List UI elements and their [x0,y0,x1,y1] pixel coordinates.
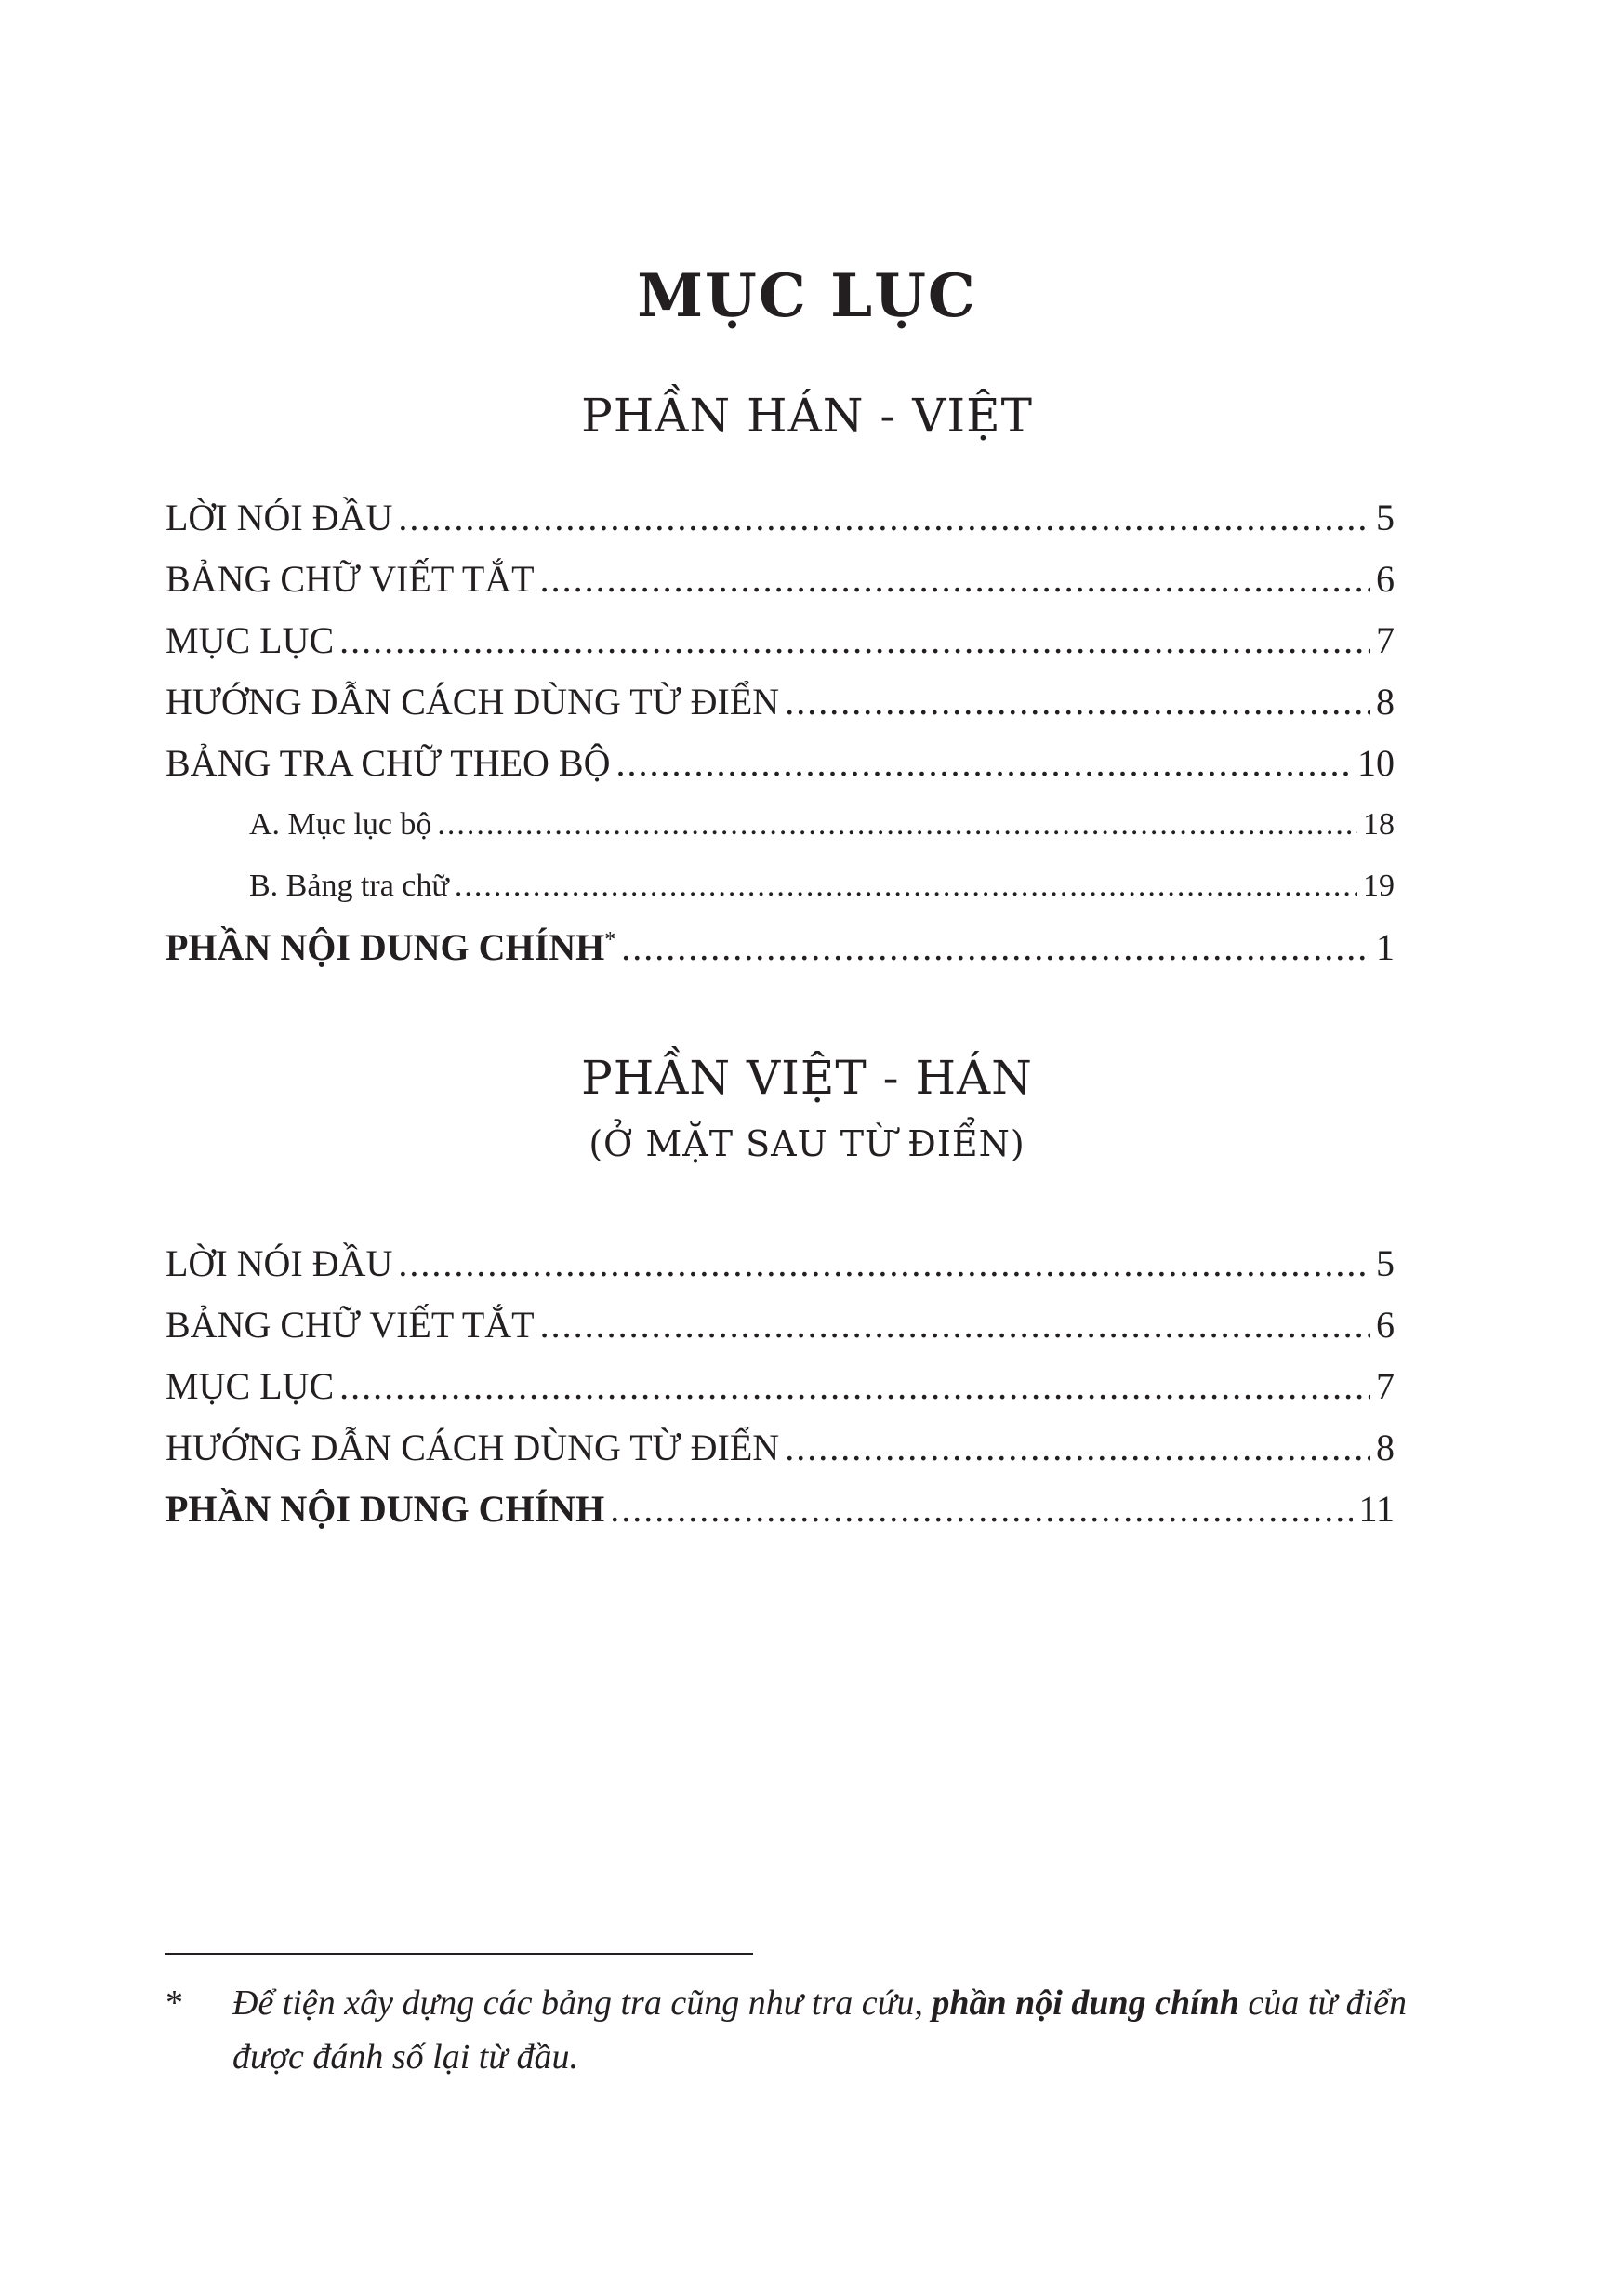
dot-leader [540,1294,1370,1356]
toc-entry-label: MỤC LỤC [165,1365,335,1407]
toc-entry[interactable] [165,1356,1395,1417]
toc-entry-page: 11 [1358,1488,1395,1530]
toc-entry-page: 5 [1376,497,1395,538]
toc-entry-page: 8 [1376,1427,1395,1468]
toc-list-viet-han [165,1233,1395,1540]
page-title: MỤC LỤC [637,260,977,331]
toc-subentry[interactable] [165,794,1395,856]
toc-entry[interactable] [165,549,1395,610]
footnote-marker: * [604,928,616,952]
toc-entry[interactable] [165,610,1395,671]
toc-entry-page: 7 [1376,619,1395,661]
toc-entry-label: MỤC LỤC [165,619,335,661]
dot-leader [621,917,1370,978]
toc-entry-main-content[interactable] [165,1479,1395,1540]
dot-leader [785,1417,1370,1479]
toc-entry-label: BẢNG CHỮ VIẾT TẮT [165,1304,535,1346]
dot-leader [616,733,1353,794]
toc-entry-main-content[interactable] [165,917,1395,978]
toc-entry-page: 19 [1363,869,1395,903]
dot-leader [339,1356,1370,1417]
toc-entry-label: HƯỚNG DẪN CÁCH DÙNG TỪ ĐIỂN [165,681,780,723]
section-heading-viet-han: PHẦN VIỆT - HÁN [581,1051,1033,1105]
toc-entry-label: BẢNG CHỮ VIẾT TẮT [165,558,535,600]
toc-entry-label: B. Bảng tra chữ [249,869,449,903]
toc-entry[interactable] [165,733,1395,794]
toc-entry-page: 18 [1363,807,1395,842]
section-heading-han-viet: PHẦN HÁN - VIỆT [581,389,1033,443]
toc-entry-label: A. Mục lục bộ [249,807,432,842]
footnote-marker: * [165,1984,183,2023]
dot-leader [455,856,1357,917]
toc-entry-label: PHẦN NỘI DUNG CHÍNH* [165,926,616,968]
toc-entry[interactable] [165,1233,1395,1294]
toc-entry[interactable] [165,671,1395,733]
toc-entry-label: HƯỚNG DẪN CÁCH DÙNG TỪ ĐIỂN [165,1427,780,1468]
footnote-text: Để tiện xây dựng các bảng tra cũng như tra cứu, phần nội dung chính của từ điển được đánh số lại từ đầu. [232,1984,1407,2077]
toc-entry-page: 8 [1376,681,1395,723]
toc-entry-label: LỜI NÓI ĐẦU [165,497,393,538]
toc-entry-page: 5 [1376,1242,1395,1284]
toc-entry[interactable] [165,1294,1395,1356]
section-subheading: (Ở MẶT SAU TỪ ĐIỂN) [589,1123,1025,1164]
dot-leader [437,794,1357,856]
dot-leader [785,671,1370,733]
dot-leader [339,610,1370,671]
toc-entry[interactable] [165,487,1395,549]
footnote [165,1976,1467,2084]
footnote-divider [165,1953,753,1955]
dot-leader [610,1479,1353,1540]
footnote-emphasis: phần nội dung chính [932,1984,1239,2023]
toc-entry-page: 10 [1357,742,1395,784]
dot-leader [540,549,1370,610]
toc-entry-label: LỜI NÓI ĐẦU [165,1242,393,1284]
toc-entry-label: PHẦN NỘI DUNG CHÍNH [165,1488,605,1530]
toc-entry-page: 7 [1376,1365,1395,1407]
toc-entry-page: 1 [1376,926,1395,968]
toc-list-han-viet [165,487,1395,978]
toc-subentry[interactable] [165,856,1395,917]
toc-entry[interactable] [165,1417,1395,1479]
toc-entry-page: 6 [1376,1304,1395,1346]
dot-leader [398,1233,1370,1294]
toc-entry-label: BẢNG TRA CHỮ THEO BỘ [165,742,611,784]
dot-leader [398,487,1370,549]
toc-entry-page: 6 [1376,558,1395,600]
